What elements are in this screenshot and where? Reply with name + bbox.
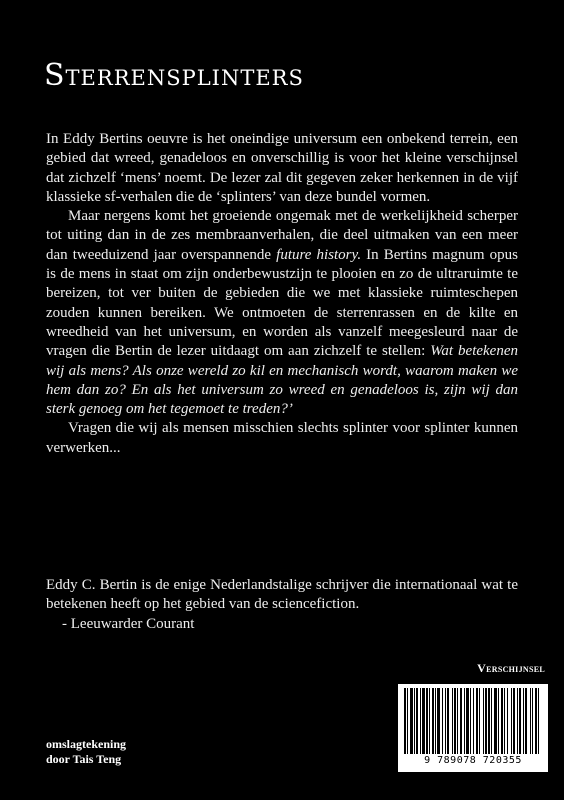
publisher-name: Verschijnsel xyxy=(477,661,545,675)
isbn-barcode xyxy=(398,684,548,772)
blurb-questions: Wat betekenen wij als mens? Als onze wereld zo kil en mechanisch wordt, waarom maken we hem dan zo? En als het universum zo wreed en genadeloos is, zijn wij dan sterk genoeg om het tegemoet te treden?’ xyxy=(46,343,518,418)
credit-line-2: door Tais Teng xyxy=(46,752,122,766)
review-quote-source: - Leeuwarder Courant xyxy=(62,615,195,632)
blurb-paragraph-2-start: Maar nergens komt het groeiende ongemak met de werkelijkheid scherper tot uiting dan in de zes membraanverhalen, die deel uitmaken van een meer dan tweeduizend jaar overspannende xyxy=(46,208,518,263)
review-quote xyxy=(46,576,518,634)
blurb-emphasis-future-history: future history. xyxy=(276,246,362,263)
book-title: Sterrensplinters xyxy=(44,58,304,93)
credit-line-1: omslagtekening xyxy=(46,737,127,751)
review-quote-text: Eddy C. Bertin is de enige Nederlandstalige schrijver die internationaal wat te betekenen heeft op het gebied van de sciencefiction. xyxy=(46,577,518,613)
blurb-paragraph-1: In Eddy Bertins oeuvre is het oneindige universum een onbekend terrein, een gebied dat wreed, genadeloos en onverschillig is voor het kleine verschijnsel dat zichzelf ‘mens’ noemt. De lezer zal dit gegeven zeker herkennen in de vijf klassieke sf-verhalen die de ‘splinters’ van deze bundel vormen. xyxy=(46,131,518,205)
barcode-bars xyxy=(398,684,548,756)
blurb-paragraph-3: Vragen die wij als mensen misschien slechts splinter voor splinter kunnen verwerken... xyxy=(46,420,518,456)
cover-art-credit xyxy=(46,737,126,767)
barcode-digits: 9 789078 720355 xyxy=(424,755,522,766)
blurb-paragraph-2 xyxy=(46,207,518,419)
back-cover-blurb xyxy=(46,130,518,458)
blurb-paragraph-2-middle: In Bertins magnum opus is de mens in staat om zijn onderbewustzijn te plooien en zo de ultraruimte te bereizen, tot ver buiten de gebieden die we met klassieke ruimteschepen zouden kunnen bereiken. We ontmoeten de sterrenrassen en de kilte en wreedheid van het universum, en worden als vanzelf meegesleurd naar de vragen die Bertin de lezer uitdaagt om aan zichzelf te stellen: xyxy=(46,246,518,360)
